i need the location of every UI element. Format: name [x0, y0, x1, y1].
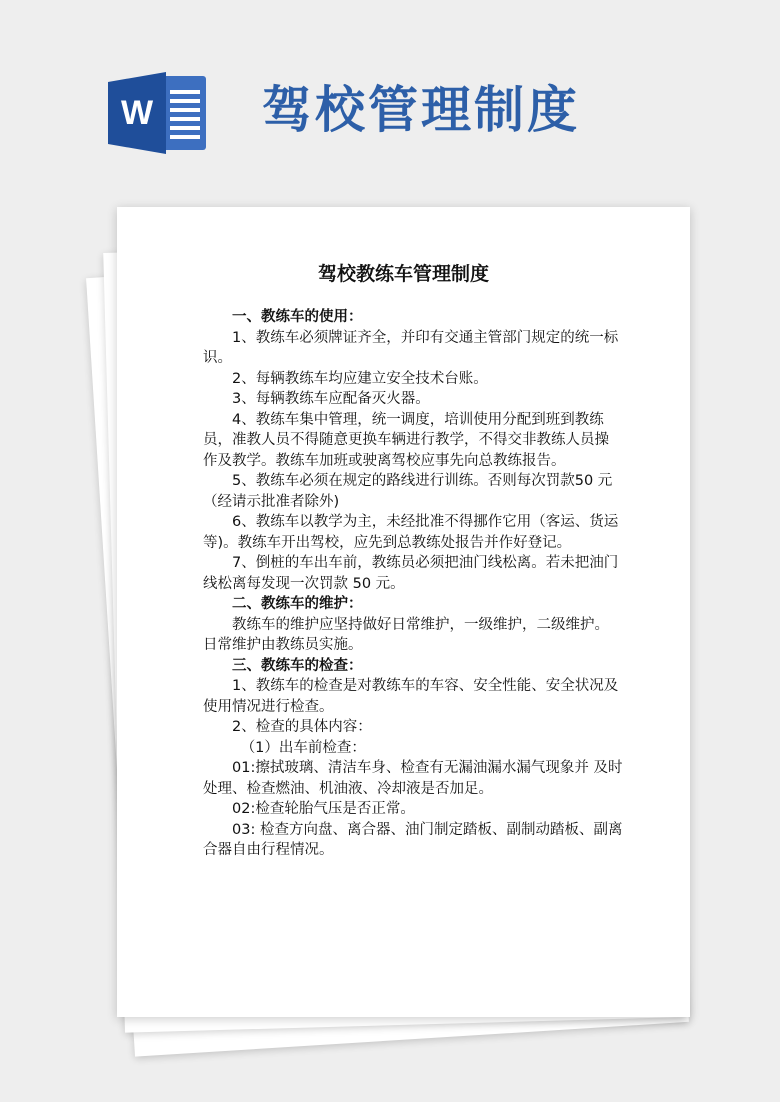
document-title: 驾校教练车管理制度	[317, 263, 489, 285]
document-paragraph: 3、每辆教练车应配备灭火器。	[232, 391, 430, 407]
document-paragraph: 03: 检查方向盘、离合器、油门制定踏板、副制动踏板、副离合器自由行程情况。	[203, 821, 623, 858]
document-body	[203, 307, 623, 861]
word-document-icon	[108, 72, 208, 154]
document-paragraph: 01:擦拭玻璃、清洁车身、检查有无漏油漏水漏气现象并 及时处理、检查燃油、机油液、冷却液是否加足。	[203, 760, 623, 797]
document-paragraph: 1、教练车必须牌证齐全，并印有交通主管部门规定的统一标识。	[203, 329, 619, 366]
document-paragraph: 02:检查轮胎气压是否正常。	[232, 801, 415, 817]
document-paragraph: 教练车的维护应坚持做好日常维护，一级维护，二级维护。日常维护由教练员实施。	[203, 616, 609, 653]
document-paragraph: 6、教练车以教学为主，未经批准不得挪作它用（客运、货运等)。教练车开出驾校，应先到总教练处报告并作好登记。	[203, 514, 619, 551]
banner-title: 驾校管理制度	[262, 80, 580, 139]
banner-header	[0, 0, 780, 200]
document-paragraph: 2、每辆教练车均应建立安全技术台账。	[232, 370, 488, 387]
document-paragraph: 7、倒桩的车出车前，教练员必须把油门线松离。若未把油门线松离每发现一次罚款 50 元。	[203, 555, 619, 592]
section-heading: 一、教练车的使用：	[232, 309, 363, 325]
document-paragraph: 1、教练车的检查是对教练车的车容、安全性能、安全状况及使用情况进行检查。	[203, 678, 619, 715]
document-paragraph: 4、教练车集中管理，统一调度，培训使用分配到班到教练员，准教人员不得随意更换车辆进行教学，不得交非教练人员操作及教学。教练车加班或驶离驾校应事先向总教练报告。	[203, 411, 609, 469]
section-heading: 三、教练车的检查：	[232, 657, 363, 674]
section-heading: 二、教练车的维护：	[232, 596, 363, 612]
document-paragraph: 2、检查的具体内容：	[232, 719, 372, 735]
document-page	[117, 207, 690, 1017]
document-paragraph: （1）出车前检查：	[240, 739, 366, 756]
word-logo-letter: W	[120, 94, 154, 132]
document-paragraph: 5、教练车必须在规定的路线进行训练。否则每次罚款50 元（经请示批准者除外)	[203, 473, 613, 510]
